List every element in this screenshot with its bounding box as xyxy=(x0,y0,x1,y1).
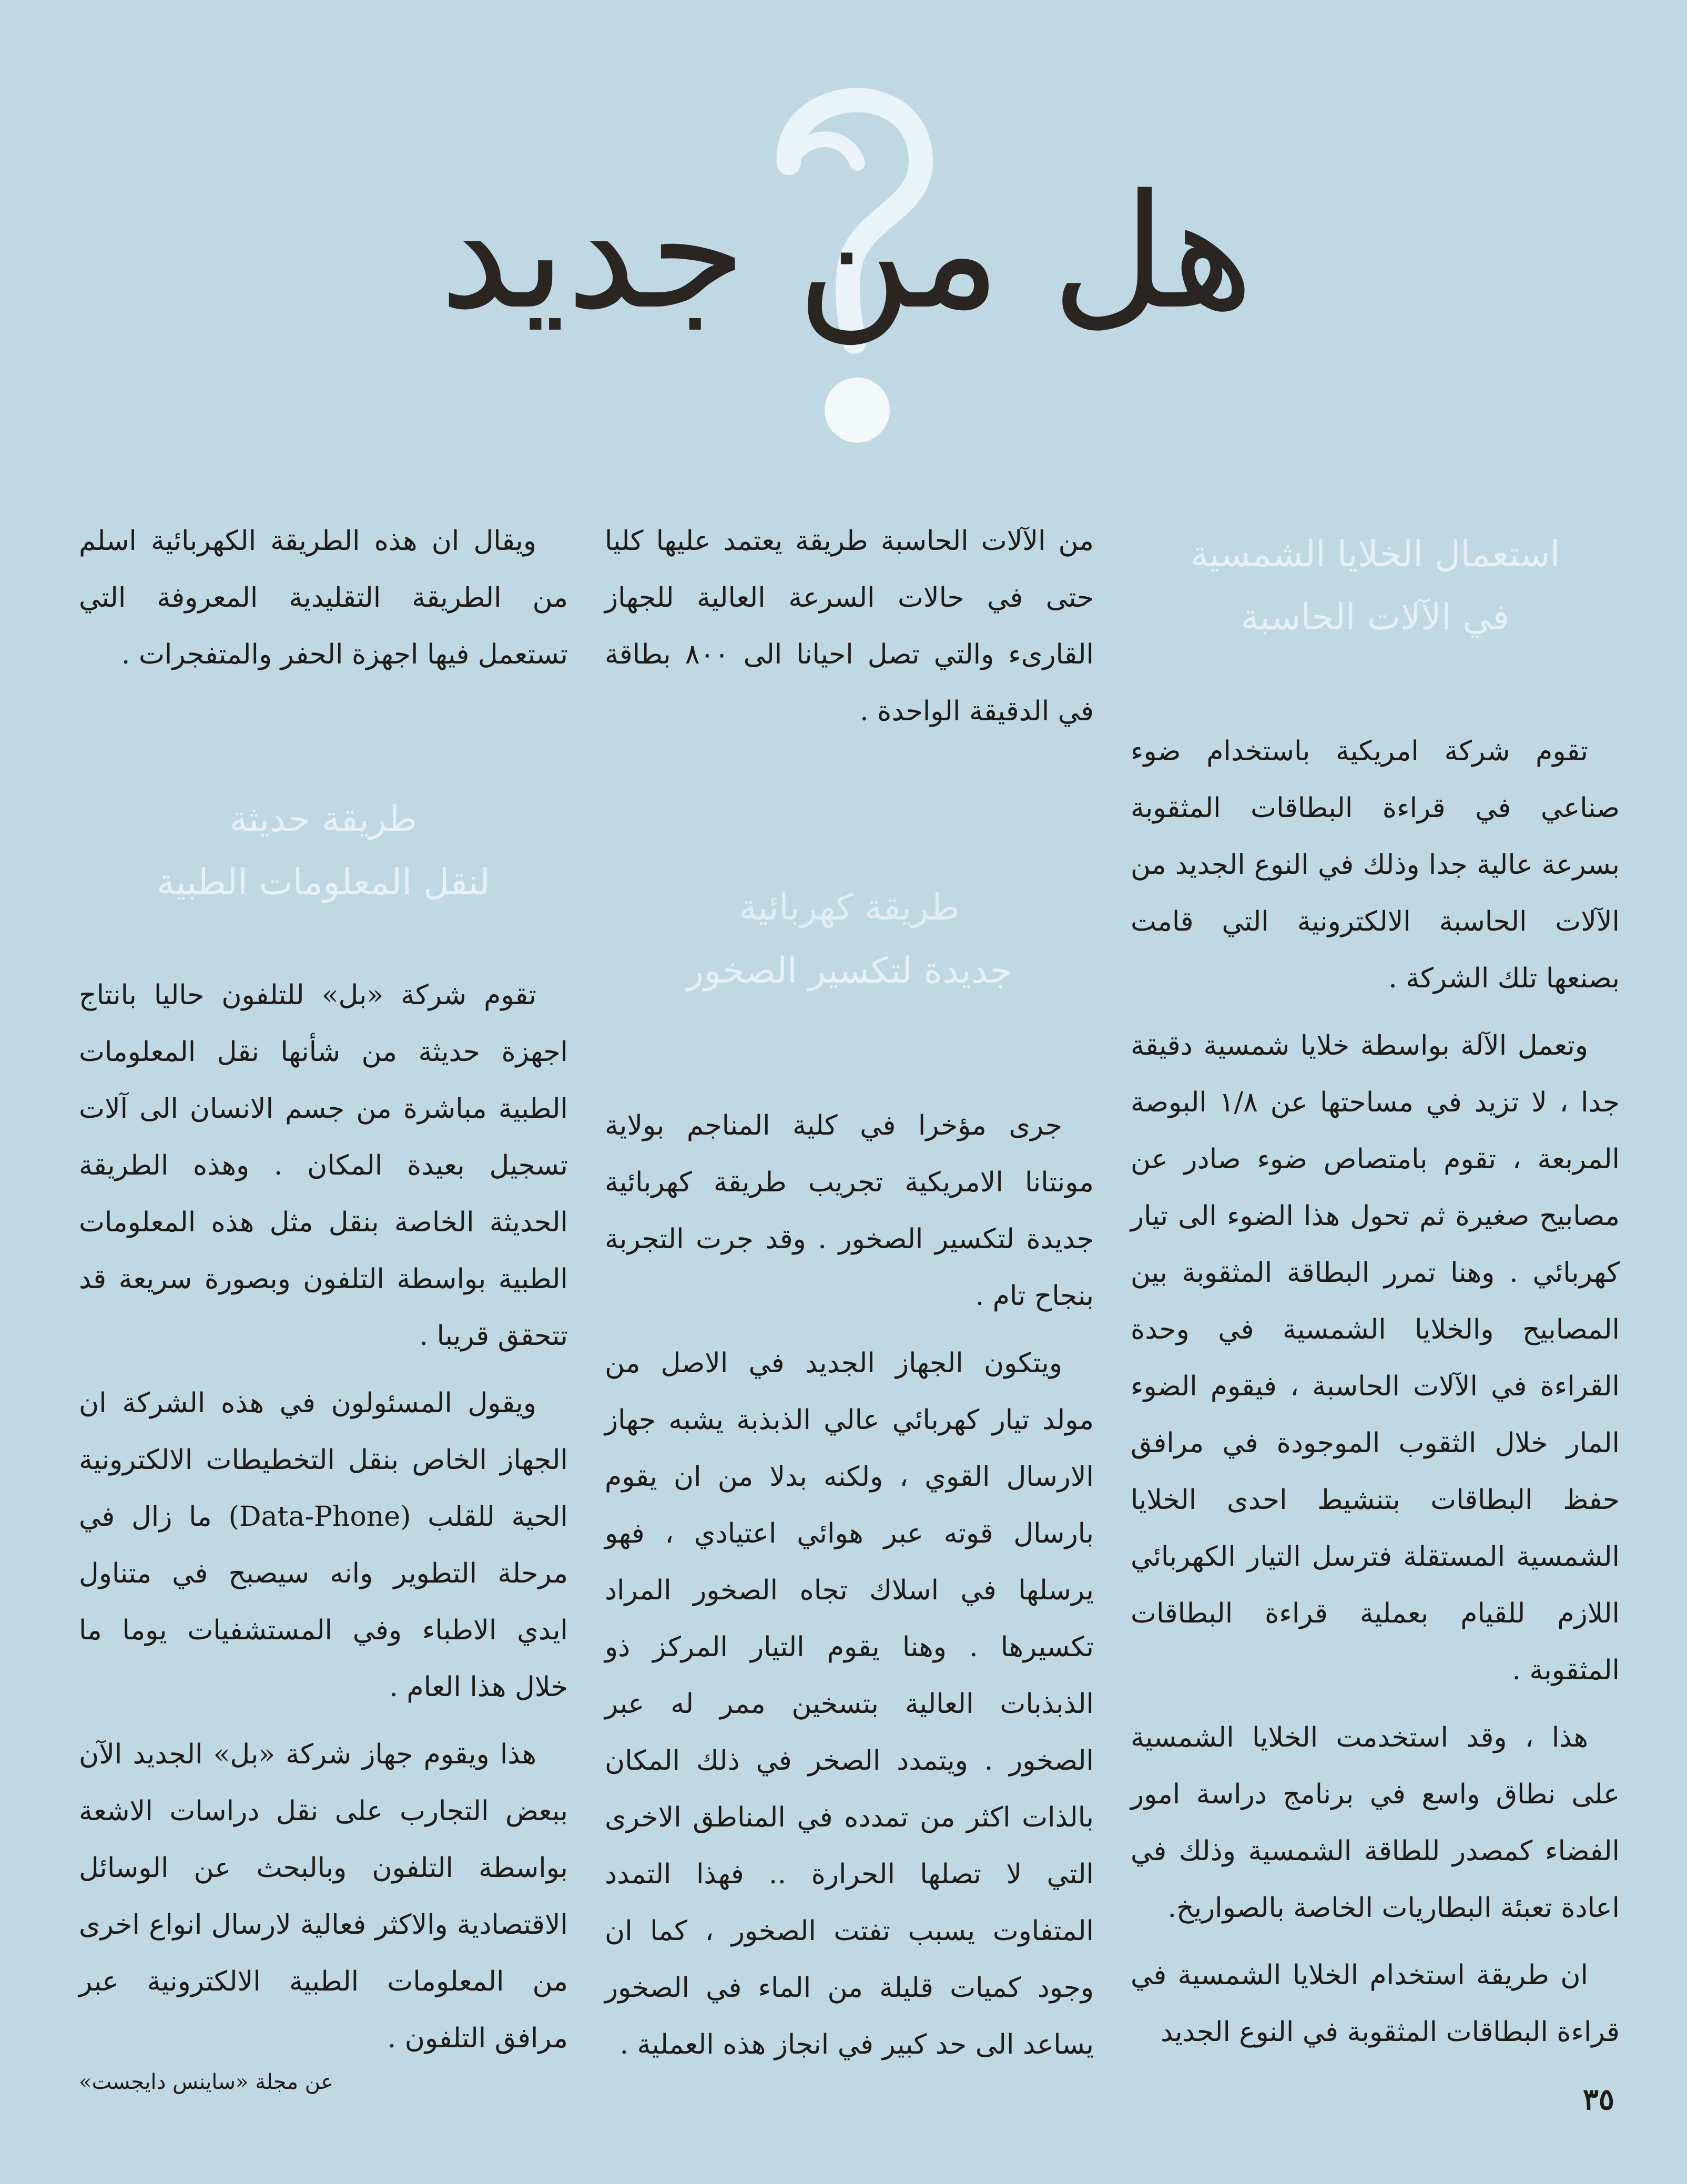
paragraph: من الآلات الحاسبة طريقة يعتمد عليها كليا حتى في حالات السرعة العالية للجهاز القارىء والتي تصل احيانا الى ٨٠٠ بطاقة في الدقيقة الواحدة . xyxy=(605,525,1094,727)
section-heading-solar-cells: استعمال الخلايا الشمسية في الآلات الحاسبة xyxy=(1190,534,1560,638)
article-column-rock xyxy=(605,513,1094,2100)
paragraph: ويقول المسئولون في هذه الشركة ان الجهاز الخاص بنقل التخطيطات الالكترونية الحية للقلب (Data-Phone) ما زال في مرحلة التطوير وانه سيصبح في متناول ايدي الاطباء وفي المستشفيات يوما ما خلال هذا العام . xyxy=(79,1387,568,1703)
paragraph: وتعمل الآلة بواسطة خلايا شمسية دقيقة جدا ، لا تزيد في مساحتها عن ١/٨ البوصة المربعة ، تقوم بامتصاص ضوء صادر عن مصابيح صغيرة ثم تحول هذا الضوء الى تيار كهربائي . وهنا تمرر البطاقة المثقوبة بين المصابيح والخلايا الشمسية في وحدة القراءة في الآلات الحاسبة ، فيقوم الضوء المار خلال الثقوب الموجودة في مرافق حفظ البطاقات بتنشيط احدى الخلايا الشمسية المستقلة فترسل التيار الكهربائي اللازم للقيام بعملية قراءة البطاقات المثقوبة . xyxy=(1131,1030,1620,1686)
paragraph: ويقال ان هذه الطريقة الكهربائية اسلم من الطريقة التقليدية المعروفة التي تستعمل فيها اجهزة الحفر والمتفجرات . xyxy=(79,525,568,670)
section-heading-medical-data: طريقة حديثة لنقل المعلومات الطبية xyxy=(157,799,490,903)
paragraph: تقوم شركة امريكية باستخدام ضوء صناعي في قراءة البطاقات المثقوبة بسرعة عالية جدا وذلك في النوع الجديد من الآلات الحاسبة الالكترونية التي قامت بصنعها تلك الشركة . xyxy=(1131,736,1620,994)
paragraph: هذا ويقوم جهاز شركة «بل» الجديد الآن ببعض التجارب على نقل دراسات الاشعة بواسطة التلفون وبالبحث عن الوسائل الاقتصادية والاكثر فعالية لارسال انواع اخرى من المعلومات الطبية الالكترونية عبر مرافق التلفون . xyxy=(79,1739,568,2054)
paragraph: ويتكون الجهاز الجديد في الاصل من مولد تيار كهربائي عالي الذبذبة يشبه جهاز الارسال القوي ، ولكنه بدلا من ان يقوم بارسال قوته عبر هوائي اعتيادي ، فهو يرسلها في اسلاك تجاه الصخور المراد تكسيرها . وهنا يقوم التيار المركز ذو الذبذبات العالية بتسخين ممر له عبر الصخور . ويتمدد الصخر في ذلك المكان بالذات اكثر من تمدده في المناطق الاخرى التي لا تصلها الحرارة .. فهذا التمدد المتفاوت يسبب تفتت الصخور ، كما ان وجود كميات قليلة من الماء في الصخور يساعد الى حد كبير في انجاز هذه العملية . xyxy=(605,1348,1094,2060)
page-title: هل من جديد xyxy=(439,160,1254,344)
paragraph: هذا ، وقد استخدمت الخلايا الشمسية على نطاق واسع في برنامج دراسة امور الفضاء كمصدر للطاقة الشمسية وذلك في اعادة تعبئة البطاريات الخاصة بالصواريخ. xyxy=(1131,1722,1620,1924)
article-column-medical xyxy=(79,513,568,2100)
paragraph: جرى مؤخرا في كلية المناجم بولاية مونتانا الامريكية تجريب طريقة كهربائية جديدة لتكسير الصخور . وقد جرت التجربة بنجاح تام . xyxy=(605,1110,1094,1312)
source-credit: عن مجلة «ساينس دايجست» xyxy=(79,2070,334,2094)
paragraph: ان طريقة استخدام الخلايا الشمسية في قراءة البطاقات المثقوبة في النوع الجديد xyxy=(1131,1960,1620,2048)
section-heading-rock-breaking: طريقة كهربائية جديدة لتكسير الصخور xyxy=(686,887,1012,992)
page-number: ٣٥ xyxy=(1582,2082,1614,2117)
article-column-solar xyxy=(1131,513,1620,2100)
paragraph: تقوم شركة «بل» للتلفون حاليا بانتاج اجهزة حديثة من شأنها نقل المعلومات الطبية مباشرة من جسم الانسان الى آلات تسجيل بعيدة المكان . وهذه الطريقة الحديثة الخاصة بنقل مثل هذه المعلومات الطبية بواسطة التلفون وبصورة سريعة قد تتحقق قريبا . xyxy=(79,979,568,1352)
